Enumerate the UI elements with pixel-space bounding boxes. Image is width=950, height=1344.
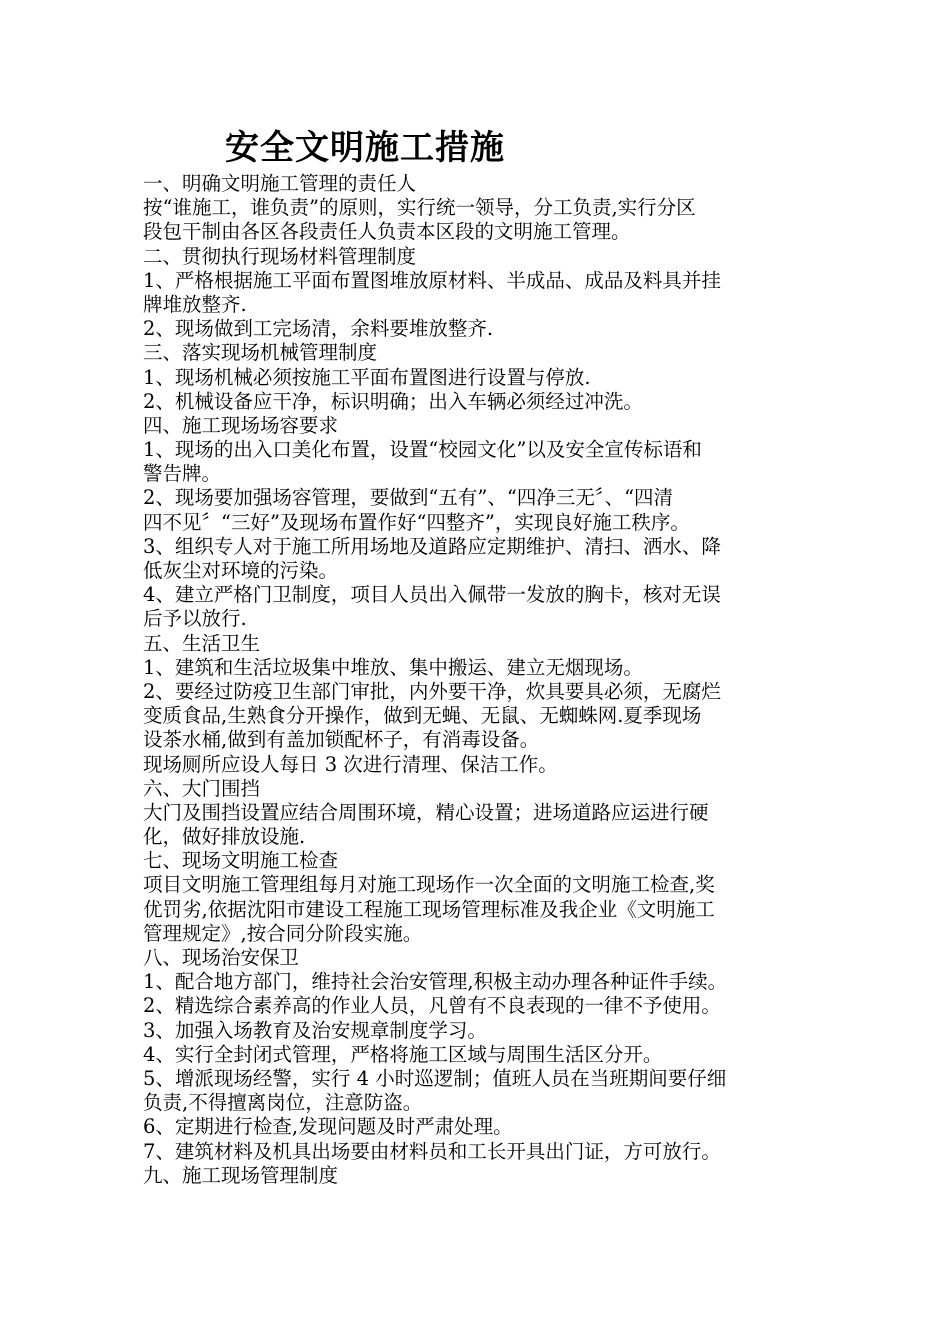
text-line: 三、落实现场机械管理制度 bbox=[143, 341, 378, 365]
text-line: 项目文明施工管理组每月对施工现场作一次全面的文明施工检查,奖 bbox=[143, 873, 715, 897]
text-line: 3、组织专人对于施工所用场地及道路应定期维护、清扫、洒水、降 bbox=[143, 534, 721, 558]
text-line: 大门及围挡设置应结合周围环境，精心设置；进场道路应运进行硬 bbox=[143, 800, 709, 824]
document-title: 安全文明施工措施 bbox=[225, 128, 505, 168]
text-line: 后予以放行. bbox=[143, 607, 247, 631]
text-line: 4、建立严格门卫制度，项目人员出入佩带一发放的胸卡，核对无误 bbox=[143, 583, 721, 607]
text-line: 3、加强入场教育及治安规章制度学习。 bbox=[143, 1018, 487, 1042]
text-line: 七、现场文明施工检查 bbox=[143, 849, 339, 873]
text-line: 负责,不得擅离岗位，注意防盗。 bbox=[143, 1091, 423, 1115]
text-line: 2、现场要加强场容管理，要做到“五有”、“四净三无〞、“四清 bbox=[143, 486, 674, 510]
text-line: 6、定期进行检查,发现问题及时严肃处理。 bbox=[143, 1115, 513, 1139]
text-line: 变质食品,生熟食分开操作，做到无蝇、无鼠、无蜘蛛网.夏季现场 bbox=[143, 704, 702, 728]
text-line: 一、明确文明施工管理的责任人 bbox=[143, 172, 417, 195]
text-line: 优罚劣,依据沈阳市建设工程施工现场管理标准及我企业《文明施工 bbox=[143, 897, 715, 921]
text-line: 四、施工现场场容要求 bbox=[143, 413, 339, 437]
document-body bbox=[143, 172, 813, 1188]
text-line: 2、机械设备应干净，标识明确；出入车辆必须经过冲洗。 bbox=[143, 389, 643, 413]
text-line: 八、现场治安保卫 bbox=[143, 946, 300, 969]
text-line: 1、严格根据施工平面布置图堆放原材料、半成品、成品及料具并挂 bbox=[143, 268, 721, 292]
text-line: 二、贯彻执行现场材料管理制度 bbox=[143, 244, 417, 268]
text-line: 4、实行全封闭式管理，严格将施工区域与周围生活区分开。 bbox=[143, 1042, 663, 1066]
text-line: 2、精选综合素养高的作业人员，凡曾有不良表现的一律不予使用。 bbox=[143, 994, 721, 1018]
text-line: 5、增派现场经警，实行 4 小时巡逻制；值班人员在当班期间要仔细 bbox=[143, 1066, 727, 1090]
document-page bbox=[143, 124, 813, 1188]
text-line: 1、配合地方部门，维持社会治安管理,积极主动办理各种证件手续。 bbox=[143, 970, 728, 994]
text-line: 警告牌。 bbox=[143, 462, 222, 486]
text-line: 段包干制由各区各段责任人负责本区段的文明施工管理。 bbox=[143, 220, 631, 244]
text-line: 2、现场做到工完场清，余料要堆放整齐. bbox=[143, 317, 494, 341]
text-line: 四不见〞“三好”及现场布置作好“四整齐”，实现良好施工秩序。 bbox=[143, 510, 690, 534]
text-line: 现场厕所应设人每日 3 次进行清理、保洁工作。 bbox=[143, 752, 558, 776]
text-line: 2、要经过防疫卫生部门审批，内外要干净，炊具要具必须，无腐烂 bbox=[143, 679, 721, 703]
text-line: 五、生活卫生 bbox=[143, 631, 261, 655]
text-line: 九、施工现场管理制度 bbox=[143, 1163, 339, 1187]
text-line: 化，做好排放设施. bbox=[143, 825, 306, 849]
text-line: 六、大门围挡 bbox=[143, 776, 261, 800]
text-line: 按“谁施工，谁负责”的原则，实行统一领导，分工负责,实行分区 bbox=[143, 196, 696, 220]
text-line: 1、建筑和生活垃圾集中堆放、集中搬运、建立无烟现场。 bbox=[143, 655, 643, 679]
text-line: 牌堆放整齐. bbox=[143, 292, 247, 316]
text-line: 管理规定》,按合同分阶段实施。 bbox=[143, 921, 423, 945]
text-line: 设茶水桶,做到有盖加锁配杯子，有消毒设备。 bbox=[143, 728, 540, 752]
text-line: 1、现场机械必须按施工平面布置图进行设置与停放. bbox=[143, 365, 591, 389]
text-line: 1、现场的出入口美化布置，设置“校园文化”以及安全宣传标语和 bbox=[143, 438, 702, 462]
text-line: 低灰尘对环境的污染。 bbox=[143, 559, 339, 582]
text-line: 7、建筑材料及机具出场要由材料员和工长开具出门证，方可放行。 bbox=[143, 1139, 721, 1163]
